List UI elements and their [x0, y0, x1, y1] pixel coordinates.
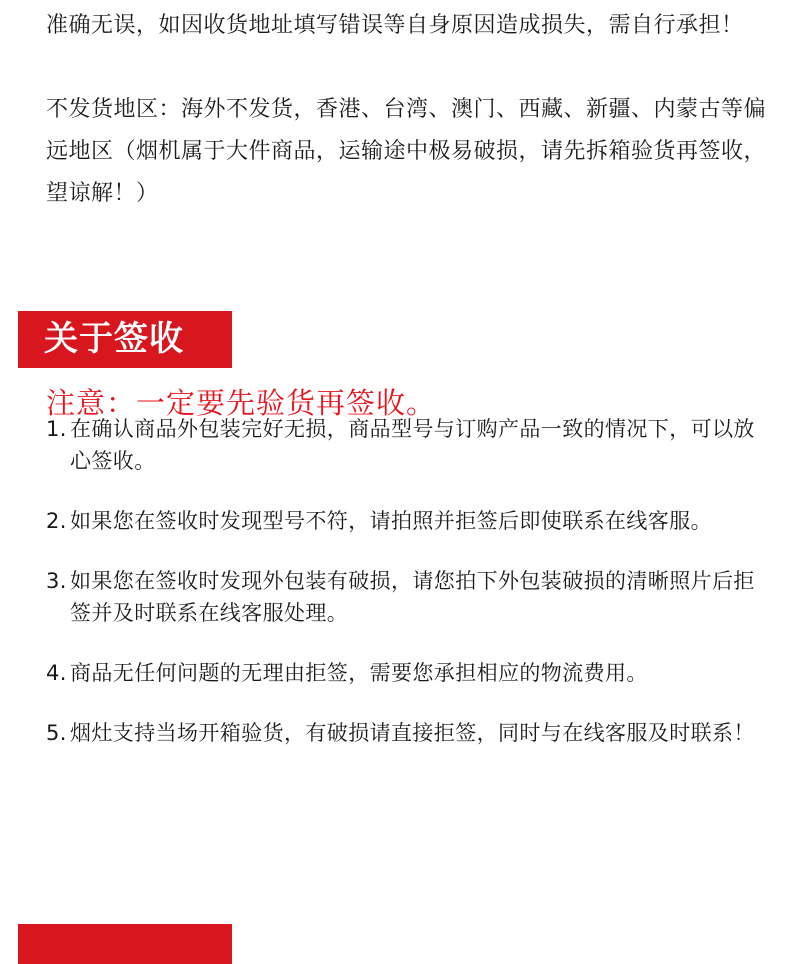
- no-ship-regions-paragraph: 不发货地区：海外不发货，香港、台湾、澳门、西藏、新疆、内蒙古等偏远地区（烟机属于大件商品，运输途中极易破损，请先拆箱验货再签收，望谅解！）: [46, 97, 767, 206]
- list-item: [46, 565, 776, 629]
- list-item: [46, 413, 776, 477]
- rule-number: 4.: [46, 661, 67, 685]
- accuracy-paragraph: 准确无误，如因收货地址填写错误等自身原因造成损失，需自行承担！: [46, 13, 744, 38]
- section-banner-next: [18, 924, 232, 964]
- rule-number: 3.: [46, 569, 67, 593]
- section-banner-signing: 关于签收: [18, 311, 232, 368]
- rule-number: 1.: [46, 417, 67, 441]
- list-item: [46, 657, 776, 689]
- rule-text: 商品无任何问题的无理由拒签，需要您承担相应的物流费用。: [70, 661, 648, 685]
- rule-text: 在确认商品外包装完好无损，商品型号与订购产品一致的情况下，可以放心签收。: [70, 417, 755, 473]
- inspection-notice: 注意：一定要先验货再签收。: [46, 386, 437, 420]
- rule-text: 如果您在签收时发现型号不符，请拍照并拒签后即使联系在线客服。: [70, 509, 712, 533]
- rule-number: 5.: [46, 721, 67, 745]
- rule-number: 2.: [46, 509, 67, 533]
- list-item: [46, 505, 776, 537]
- rule-text: 烟灶支持当场开箱验货，有破损请直接拒签，同时与在线客服及时联系！: [70, 721, 755, 745]
- list-item: [46, 717, 776, 749]
- signing-rules-list: [46, 413, 776, 777]
- rule-text: 如果您在签收时发现外包装有破损，请您拍下外包装破损的清晰照片后拒签并及时联系在线客服处理。: [70, 569, 755, 625]
